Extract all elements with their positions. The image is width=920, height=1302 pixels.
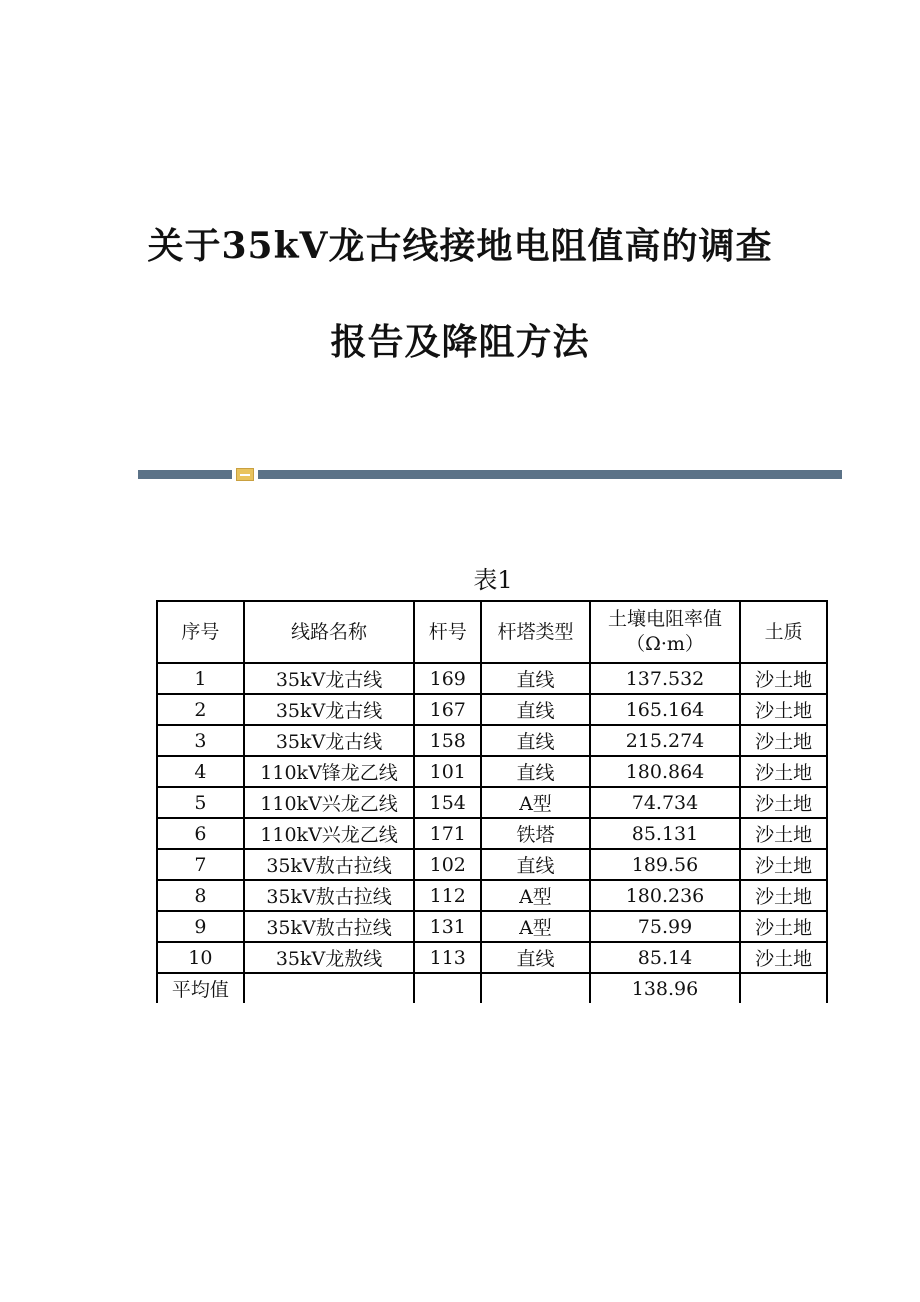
table-row	[157, 911, 827, 942]
document-title-line-2: 报告及降阻方法	[330, 321, 590, 363]
table-row	[157, 725, 827, 756]
cell-soil: 沙土地	[740, 694, 827, 725]
cell-seq: 1	[157, 663, 244, 694]
cell-line-name: 35kV龙古线	[244, 663, 415, 694]
cell-resistivity: 85.14	[590, 942, 740, 973]
cell-soil: 沙土地	[740, 725, 827, 756]
cell-soil: 沙土地	[740, 942, 827, 973]
cell-pole-no: 167	[414, 694, 481, 725]
header-line-name: 线路名称	[244, 601, 415, 663]
cell-pole-no: 112	[414, 880, 481, 911]
cell-pole-no: 102	[414, 849, 481, 880]
document-title-line-1: 关于35kV龙古线接地电阻值高的调查	[147, 225, 773, 267]
cell-resistivity: 85.131	[590, 818, 740, 849]
cell-soil: 沙土地	[740, 663, 827, 694]
cell-tower-type: 铁塔	[481, 818, 590, 849]
cell-pole-no: 169	[414, 663, 481, 694]
cell-line-name: 110kV锋龙乙线	[244, 756, 415, 787]
cell-seq: 2	[157, 694, 244, 725]
cell-resistivity: 165.164	[590, 694, 740, 725]
cell-resistivity: 189.56	[590, 849, 740, 880]
cell-average-resistivity: 138.96	[590, 973, 740, 1003]
header-pole-no: 杆号	[414, 601, 481, 663]
cell-average-line	[244, 973, 415, 1003]
cell-resistivity: 180.864	[590, 756, 740, 787]
table-row	[157, 942, 827, 973]
cell-average-label: 平均值	[157, 973, 244, 1003]
header-soil: 土质	[740, 601, 827, 663]
soil-resistivity-table	[156, 600, 828, 1003]
header-resistivity-line1: 土壤电阻率值	[607, 608, 722, 631]
divider-ornament-icon	[236, 468, 254, 481]
cell-line-name: 35kV龙敖线	[244, 942, 415, 973]
cell-tower-type: 直线	[481, 725, 590, 756]
table-row	[157, 849, 827, 880]
table-row	[157, 756, 827, 787]
cell-tower-type: 直线	[481, 663, 590, 694]
table-row	[157, 818, 827, 849]
cell-soil: 沙土地	[740, 849, 827, 880]
cell-pole-no: 101	[414, 756, 481, 787]
cell-tower-type: 直线	[481, 694, 590, 725]
cell-seq: 9	[157, 911, 244, 942]
table-caption: 表1	[473, 566, 513, 594]
cell-resistivity: 215.274	[590, 725, 740, 756]
cell-average-pole	[414, 973, 481, 1003]
table-row	[157, 880, 827, 911]
header-resistivity-unit: （Ω·m）	[626, 633, 704, 655]
section-divider-right	[258, 470, 842, 479]
cell-soil: 沙土地	[740, 911, 827, 942]
cell-seq: 3	[157, 725, 244, 756]
cell-seq: 6	[157, 818, 244, 849]
cell-average-soil	[740, 973, 827, 1003]
cell-line-name: 35kV龙古线	[244, 694, 415, 725]
cell-line-name: 35kV敖古拉线	[244, 880, 415, 911]
cell-soil: 沙土地	[740, 787, 827, 818]
section-divider-left	[138, 470, 232, 479]
cell-soil: 沙土地	[740, 880, 827, 911]
cell-average-type	[481, 973, 590, 1003]
table-average-row	[157, 973, 827, 1003]
cell-seq: 8	[157, 880, 244, 911]
cell-pole-no: 171	[414, 818, 481, 849]
cell-tower-type: A型	[481, 880, 590, 911]
cell-tower-type: 直线	[481, 849, 590, 880]
cell-line-name: 35kV龙古线	[244, 725, 415, 756]
cell-seq: 5	[157, 787, 244, 818]
cell-tower-type: 直线	[481, 756, 590, 787]
cell-line-name: 110kV兴龙乙线	[244, 818, 415, 849]
table-row	[157, 694, 827, 725]
header-resistivity	[590, 601, 740, 663]
header-tower-type: 杆塔类型	[481, 601, 590, 663]
cell-pole-no: 113	[414, 942, 481, 973]
cell-line-name: 35kV敖古拉线	[244, 911, 415, 942]
cell-seq: 10	[157, 942, 244, 973]
table-row	[157, 663, 827, 694]
cell-resistivity: 75.99	[590, 911, 740, 942]
cell-soil: 沙土地	[740, 818, 827, 849]
table-row	[157, 787, 827, 818]
cell-line-name: 110kV兴龙乙线	[244, 787, 415, 818]
cell-pole-no: 154	[414, 787, 481, 818]
cell-line-name: 35kV敖古拉线	[244, 849, 415, 880]
cell-pole-no: 158	[414, 725, 481, 756]
cell-tower-type: 直线	[481, 942, 590, 973]
cell-tower-type: A型	[481, 911, 590, 942]
cell-resistivity: 137.532	[590, 663, 740, 694]
cell-seq: 4	[157, 756, 244, 787]
table-header-row	[157, 601, 827, 663]
cell-resistivity: 180.236	[590, 880, 740, 911]
cell-resistivity: 74.734	[590, 787, 740, 818]
cell-pole-no: 131	[414, 911, 481, 942]
cell-tower-type: A型	[481, 787, 590, 818]
header-seq: 序号	[157, 601, 244, 663]
cell-seq: 7	[157, 849, 244, 880]
cell-soil: 沙土地	[740, 756, 827, 787]
